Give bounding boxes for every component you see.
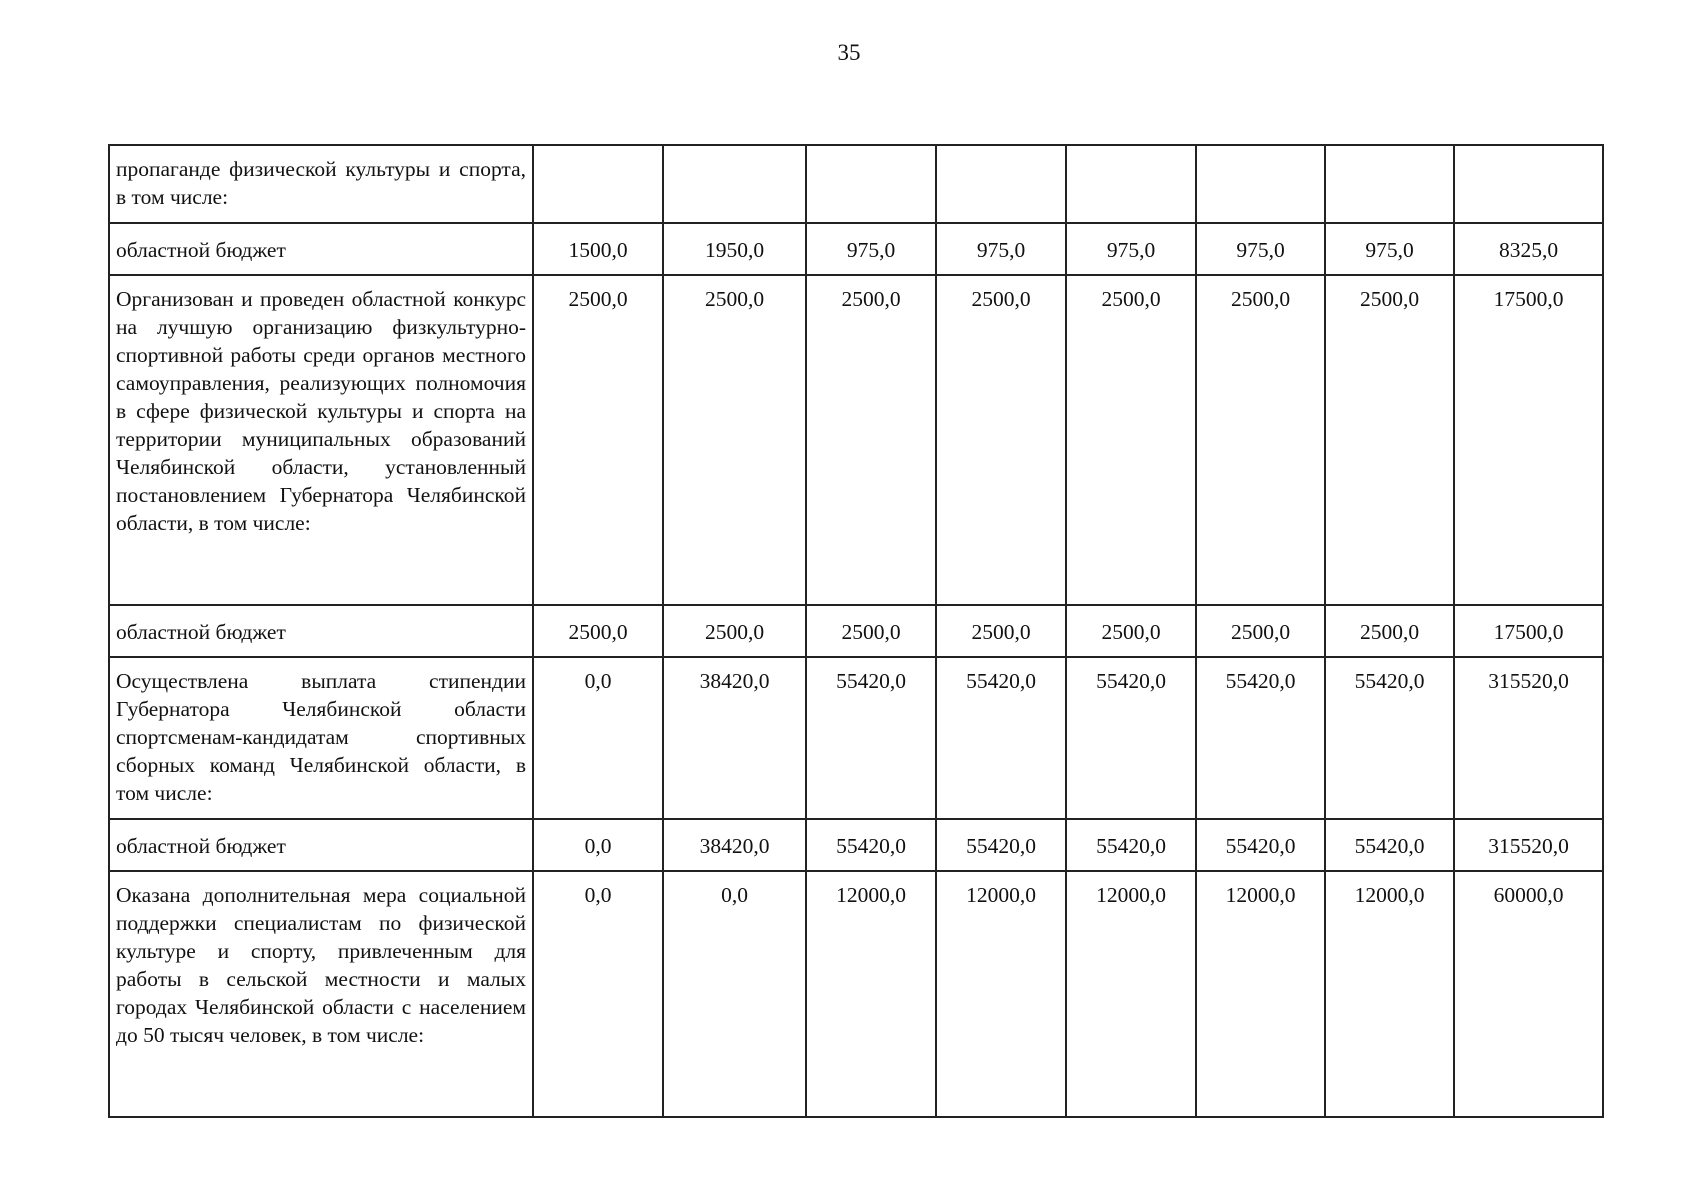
table-cell: 38420,0 (663, 819, 806, 871)
row-description: Осуществлена выплата стипендии Губернатора Челябинской области спортсменам-кандидатам спортивных сборных команд Челябинской области, в том числе: (109, 657, 533, 819)
table-cell: 12000,0 (1066, 871, 1196, 1117)
table-cell: 2500,0 (663, 605, 806, 657)
table-cell: 2500,0 (806, 605, 936, 657)
table-cell (533, 145, 663, 223)
table-cell: 12000,0 (1325, 871, 1454, 1117)
table-cell-total: 17500,0 (1454, 275, 1603, 605)
table-cell: 2500,0 (936, 275, 1066, 605)
table-cell: 55420,0 (806, 657, 936, 819)
table-cell: 2500,0 (936, 605, 1066, 657)
table-cell-total: 60000,0 (1454, 871, 1603, 1117)
table-cell: 55420,0 (1196, 819, 1325, 871)
page-number: 35 (837, 40, 861, 65)
table-cell: 0,0 (663, 871, 806, 1117)
row-description: Организован и проведен областной конкурс на лучшую организацию физкультурно-спортивной работы среди органов местного самоуправления, реализующих полномочия в сфере физической культуры и спорта на территории муниципальных образований Челябинской области, установленный постановлением Губернатора Челябинской области, в том числе: (109, 275, 533, 605)
table-cell: 12000,0 (1196, 871, 1325, 1117)
table-cell: 2500,0 (663, 275, 806, 605)
table-cell: 2500,0 (1196, 605, 1325, 657)
table-cell: 12000,0 (936, 871, 1066, 1117)
table-cell: 975,0 (1325, 223, 1454, 275)
table-cell: 55420,0 (1325, 657, 1454, 819)
table-cell (1066, 145, 1196, 223)
row-description: областной бюджет (109, 819, 533, 871)
row-description: Оказана дополнительная мера социальной поддержки специалистам по физической культуре и спорту, привлеченным для работы в сельской местности и малых городах Челябинской области с населением до 50 тысяч человек, в том числе: (109, 871, 533, 1117)
table-cell: 975,0 (1066, 223, 1196, 275)
table-cell: 55420,0 (806, 819, 936, 871)
table-row (109, 605, 1603, 657)
table-cell-total: 8325,0 (1454, 223, 1603, 275)
row-description: пропаганде физической культуры и спорта, в том числе: (109, 145, 533, 223)
table-cell: 1950,0 (663, 223, 806, 275)
table-cell: 38420,0 (663, 657, 806, 819)
table-row (109, 871, 1603, 1117)
table-cell-total: 315520,0 (1454, 657, 1603, 819)
row-description: областной бюджет (109, 223, 533, 275)
table-cell: 2500,0 (1325, 605, 1454, 657)
table-cell: 2500,0 (806, 275, 936, 605)
table-cell-total (1454, 145, 1603, 223)
table-cell: 2500,0 (533, 275, 663, 605)
table-cell: 0,0 (533, 657, 663, 819)
table-cell: 2500,0 (1196, 275, 1325, 605)
row-description: областной бюджет (109, 605, 533, 657)
table-cell: 1500,0 (533, 223, 663, 275)
budget-table (108, 144, 1604, 1118)
table-cell: 975,0 (936, 223, 1066, 275)
table-cell: 0,0 (533, 819, 663, 871)
table-cell: 55420,0 (1325, 819, 1454, 871)
table-cell: 975,0 (1196, 223, 1325, 275)
table-row (109, 145, 1603, 223)
table-cell: 2500,0 (1066, 275, 1196, 605)
table-row (109, 657, 1603, 819)
table-cell (806, 145, 936, 223)
table-cell: 2500,0 (533, 605, 663, 657)
table-cell: 55420,0 (936, 657, 1066, 819)
table-cell-total: 17500,0 (1454, 605, 1603, 657)
table-cell: 2500,0 (1325, 275, 1454, 605)
table-cell: 2500,0 (1066, 605, 1196, 657)
table-cell: 0,0 (533, 871, 663, 1117)
table-cell: 55420,0 (1196, 657, 1325, 819)
table-cell (663, 145, 806, 223)
table-row (109, 819, 1603, 871)
table-cell-total: 315520,0 (1454, 819, 1603, 871)
table-cell: 55420,0 (1066, 819, 1196, 871)
table-cell: 55420,0 (1066, 657, 1196, 819)
table-cell: 12000,0 (806, 871, 936, 1117)
table-cell (1196, 145, 1325, 223)
table-cell (936, 145, 1066, 223)
table-cell: 975,0 (806, 223, 936, 275)
table-cell (1325, 145, 1454, 223)
table-cell: 55420,0 (936, 819, 1066, 871)
table-row (109, 223, 1603, 275)
table-row (109, 275, 1603, 605)
